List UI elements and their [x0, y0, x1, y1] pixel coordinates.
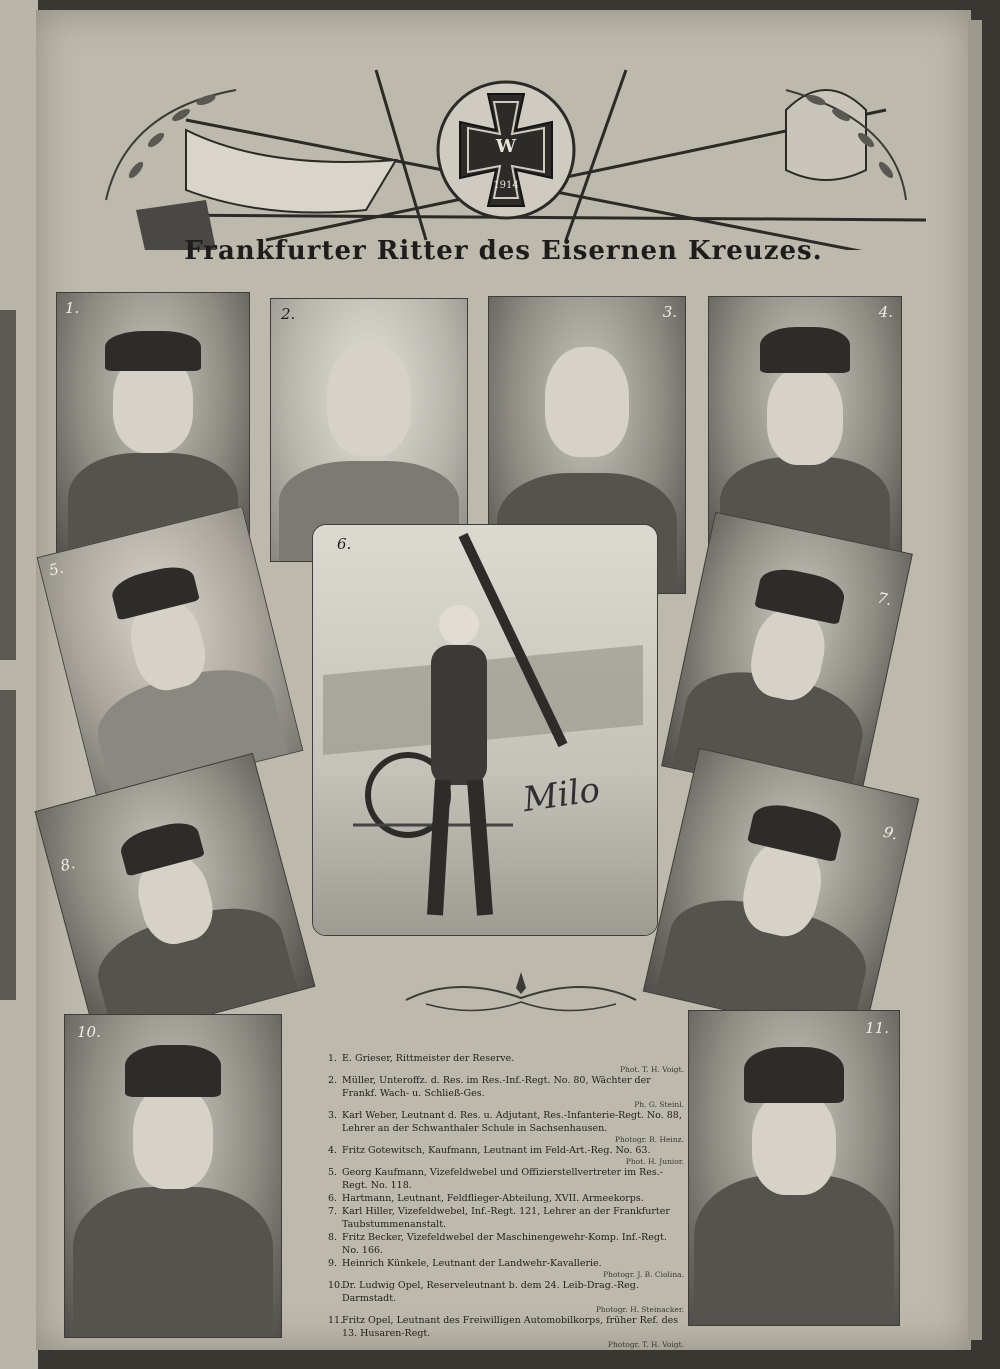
- photo-number: 4.: [878, 303, 893, 321]
- page-edge-strip: [968, 20, 982, 1340]
- caption-item: [328, 1192, 684, 1205]
- photo-number: 2.: [281, 305, 296, 323]
- portrait-photo-11: [688, 1010, 900, 1326]
- portrait-photo-9: [643, 748, 919, 1042]
- facing-page-edge: [0, 0, 38, 1369]
- caption-text: Fritz Gotewitsch, Kaufmann, Leutnant im Feld-Art.-Reg. No. 63.: [342, 1145, 651, 1156]
- caption-number: 10.: [328, 1280, 344, 1291]
- photo-number: 8.: [58, 854, 77, 876]
- portrait-photo-10: [64, 1014, 282, 1338]
- magazine-page: [36, 10, 971, 1350]
- page-title: Frankfurter Ritter des Eisernen Kreuzes.: [184, 236, 823, 266]
- caption-number: 6.: [328, 1193, 338, 1204]
- handwritten-signature: Milo: [520, 769, 603, 821]
- emblem-year: 1914: [493, 180, 519, 191]
- caption-number: 5.: [328, 1167, 338, 1178]
- photo-credit: Photogr. H. Steinacker.: [595, 1305, 684, 1314]
- photo-credit: Photogr. J. B. Ciolina.: [603, 1270, 684, 1279]
- caption-item: [328, 1052, 684, 1074]
- caption-item: [328, 1314, 684, 1349]
- caption-number: 9.: [328, 1258, 338, 1269]
- aviator-photo-6: [312, 524, 658, 936]
- iron-cross-emblem: [416, 80, 596, 220]
- caption-number: 2.: [328, 1075, 338, 1086]
- photo-number: 3.: [662, 303, 677, 321]
- caption-number: 4.: [328, 1145, 338, 1156]
- caption-number: 11.: [328, 1315, 344, 1326]
- caption-text: Dr. Ludwig Opel, Reserveleutnant b. dem 24. Leib-Drag.-Reg. Darmstadt.: [342, 1280, 639, 1304]
- caption-item: [328, 1109, 684, 1144]
- caption-text: Karl Hiller, Vizefeldwebel, Inf.-Regt. 121, Lehrer an der Frankfurter Taubstummenanstalt.: [342, 1206, 670, 1230]
- caption-text: Hartmann, Leutnant, Feldflieger-Abteilung, XVII. Armeekorps.: [342, 1193, 644, 1204]
- photo-number: 1.: [65, 299, 80, 317]
- photo-number: 10.: [77, 1023, 101, 1041]
- facing-page-column: [0, 690, 16, 1000]
- caption-text: Fritz Opel, Leutnant des Freiwilligen Automobilkorps, früher Ref. des 13. Husaren-Regt.: [342, 1315, 679, 1339]
- photo-number: 9.: [881, 822, 900, 844]
- portrait-photo-2: [270, 298, 468, 562]
- caption-text: E. Grieser, Rittmeister der Reserve.: [342, 1053, 515, 1064]
- photo-number: 5.: [47, 558, 66, 580]
- ornamental-divider: [396, 970, 646, 1020]
- caption-item: [328, 1205, 684, 1231]
- caption-item: [328, 1231, 684, 1257]
- caption-text: Müller, Unteroffz. d. Res. im Res.-Inf.-Regt. No. 80, Wächter der Frankf. Wach- u. Schließ-Ges.: [342, 1075, 651, 1099]
- caption-text: Georg Kaufmann, Vizefeldwebel und Offizierstellvertreter im Res.-Regt. No. 118.: [342, 1167, 664, 1191]
- photo-number: 11.: [865, 1019, 889, 1037]
- photo-credit: Phot. T. H. Voigt.: [620, 1065, 684, 1074]
- caption-number: 7.: [328, 1206, 338, 1217]
- photo-credit: Photogr. B. Heinz.: [614, 1135, 684, 1144]
- caption-item: [328, 1166, 684, 1192]
- caption-text: Fritz Becker, Vizefeldwebel der Maschinengewehr-Komp. Inf.-Regt. No. 166.: [342, 1232, 667, 1256]
- photo-number: 7.: [875, 588, 894, 610]
- caption-list: [328, 1052, 684, 1349]
- caption-item: [328, 1074, 684, 1109]
- caption-text: Heinrich Künkele, Leutnant der Landwehr-Kavallerie.: [342, 1258, 602, 1269]
- biplane-illustration: [313, 525, 657, 935]
- caption-number: 1.: [328, 1053, 338, 1064]
- caption-number: 8.: [328, 1232, 338, 1243]
- photo-credit: Ph. G. Steinl.: [634, 1100, 684, 1109]
- photo-number: 6.: [337, 535, 352, 553]
- photo-credit: Photogr. T. H. Voigt.: [607, 1340, 684, 1349]
- facing-page-column: [0, 310, 16, 660]
- caption-text: Karl Weber, Leutnant d. Res. u. Adjutant, Res.-Infanterie-Regt. No. 88, Lehrer an der Schwanthaler Schule in Sachsenhausen.: [342, 1110, 682, 1134]
- portrait-photo-8: [35, 753, 316, 1045]
- caption-item: [328, 1257, 684, 1279]
- caption-number: 3.: [328, 1110, 338, 1121]
- photo-credit: Phot. H. Junior.: [625, 1157, 684, 1166]
- emblem-letter: W: [495, 136, 517, 157]
- caption-item: [328, 1144, 684, 1166]
- portrait-photo-5: [37, 506, 304, 802]
- caption-item: [328, 1279, 684, 1314]
